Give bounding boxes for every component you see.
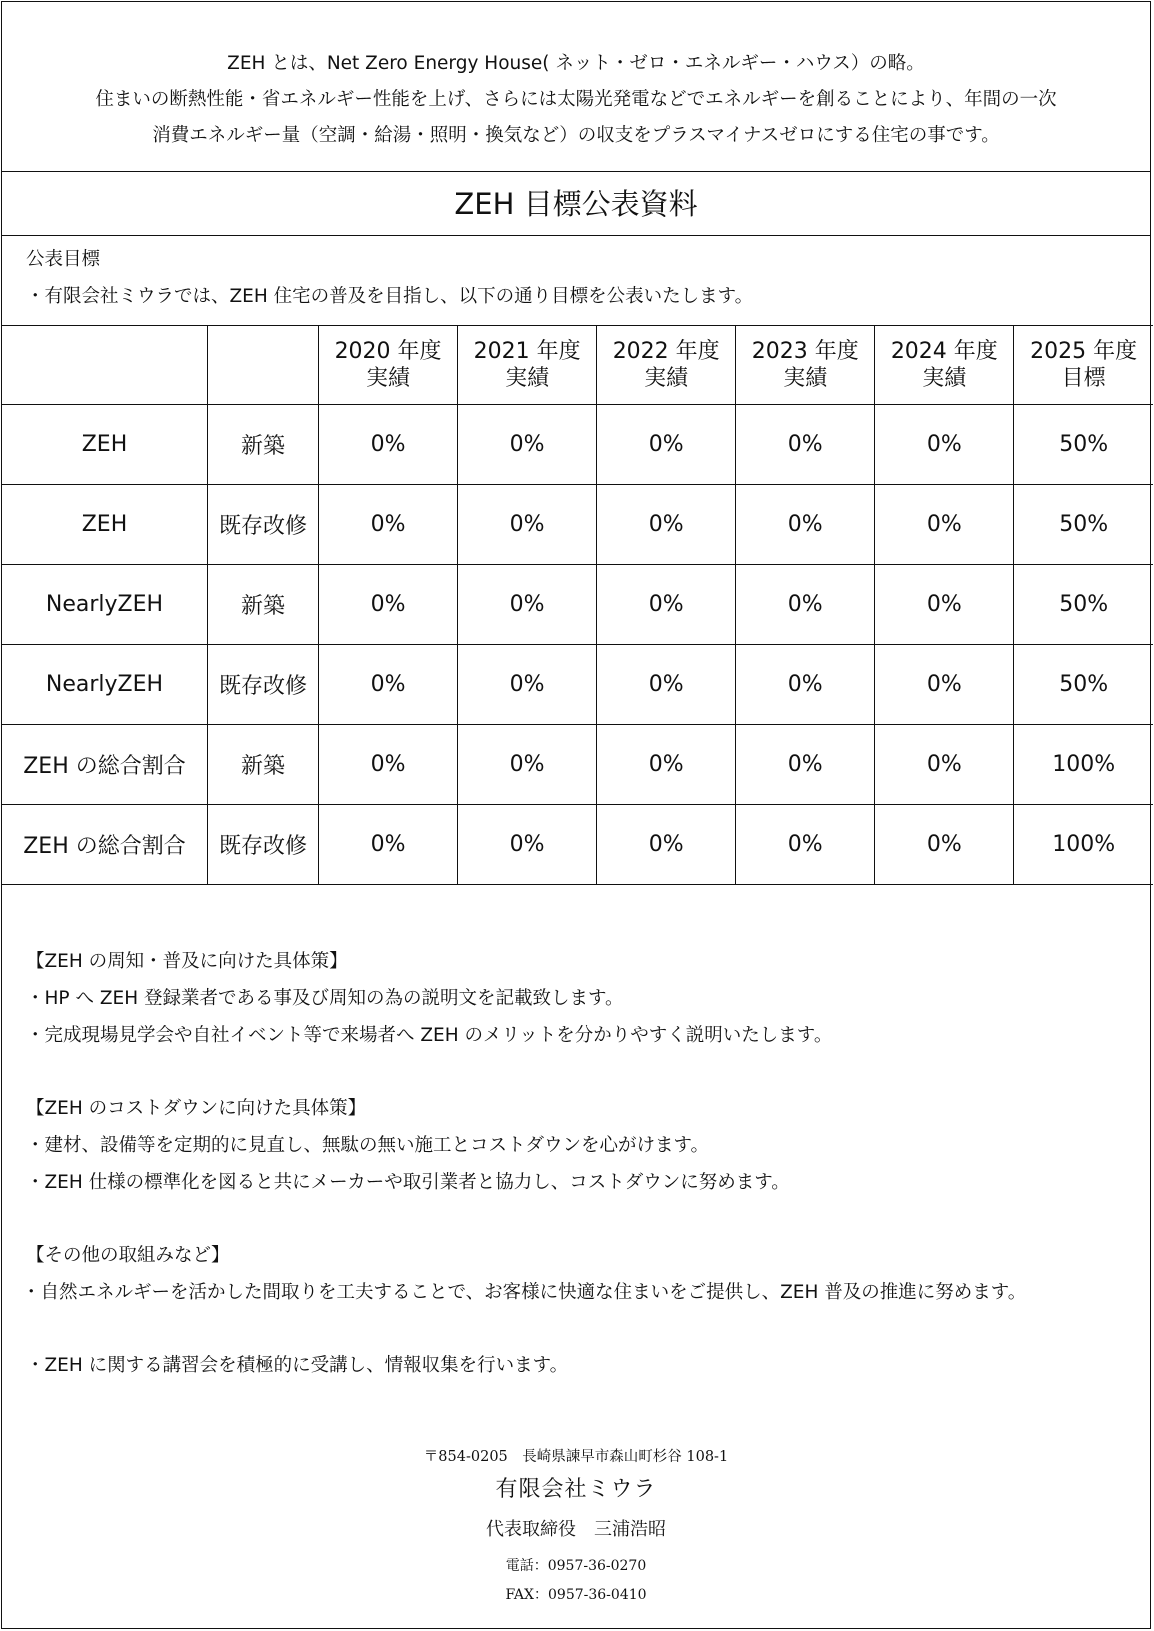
target-cell: 100% — [1014, 725, 1153, 805]
header-year: 2021 年度 — [473, 339, 581, 364]
type-cell: 新築 — [207, 565, 318, 645]
header-year: 2025 年度 — [1030, 339, 1138, 364]
value-cell: 0% — [597, 565, 736, 645]
value-cell: 0% — [597, 405, 736, 485]
target-cell: 50% — [1014, 485, 1153, 565]
header-year: 2024 年度 — [890, 339, 998, 364]
policy-heading-other: 【その他の取組みなど】 — [26, 1245, 230, 1266]
header-cell-year — [1014, 326, 1153, 405]
zeh-target-table — [2, 325, 1153, 885]
intro-line: ZEH とは、Net Zero Energy House( ネット・ゼロ・エネルギー・ハウス）の略。 — [227, 53, 925, 74]
value-cell: 0% — [736, 725, 875, 805]
value-cell: 0% — [319, 565, 458, 645]
header-year: 2022 年度 — [612, 339, 720, 364]
policy-heading-awareness: 【ZEH の周知・普及に向けた具体策】 — [26, 951, 348, 972]
value-cell: 0% — [319, 645, 458, 725]
value-cell: 0% — [458, 725, 597, 805]
company-name: 有限会社ミウラ — [495, 1477, 657, 1502]
fax-number: FAX：0957-36-0410 — [505, 1587, 647, 1603]
value-cell: 0% — [875, 725, 1014, 805]
table-row — [2, 805, 1153, 885]
target-cell: 50% — [1014, 405, 1153, 485]
category-cell: NearlyZEH — [2, 645, 207, 725]
value-cell: 0% — [597, 485, 736, 565]
value-cell: 0% — [736, 485, 875, 565]
value-cell: 0% — [458, 405, 597, 485]
type-cell: 既存改修 — [207, 645, 318, 725]
header-kind: 目標 — [1061, 366, 1106, 391]
goal-heading: 公表目標 — [26, 249, 101, 270]
category-cell: ZEH — [2, 405, 207, 485]
header-cell-blank — [2, 326, 207, 405]
header-year: 2023 年度 — [751, 339, 859, 364]
value-cell: 0% — [458, 485, 597, 565]
company-footer — [2, 1442, 1150, 1610]
policy-section — [22, 943, 1136, 1384]
company-address: 〒854-0205 長崎県諫早市森山町杉谷 108-1 — [423, 1449, 729, 1465]
type-cell: 新築 — [207, 725, 318, 805]
value-cell: 0% — [736, 645, 875, 725]
policy-heading-cost: 【ZEH のコストダウンに向けた具体策】 — [26, 1098, 367, 1119]
document-frame — [1, 1, 1151, 1629]
category-cell: ZEH の総合割合 — [2, 725, 207, 805]
value-cell: 0% — [875, 805, 1014, 885]
header-cell-year — [319, 326, 458, 405]
category-cell: ZEH の総合割合 — [2, 805, 207, 885]
table-row — [2, 645, 1153, 725]
header-kind: 実績 — [505, 366, 550, 391]
value-cell: 0% — [319, 805, 458, 885]
representative: 代表取締役 三浦浩昭 — [486, 1519, 666, 1540]
page-title: ZEH 目標公表資料 — [2, 172, 1150, 236]
type-cell: 既存改修 — [207, 485, 318, 565]
header-year: 2020 年度 — [334, 339, 442, 364]
table-row — [2, 405, 1153, 485]
type-cell: 既存改修 — [207, 805, 318, 885]
header-cell-year — [736, 326, 875, 405]
value-cell: 0% — [319, 725, 458, 805]
value-cell: 0% — [875, 485, 1014, 565]
type-cell: 新築 — [207, 405, 318, 485]
header-cell-blank — [207, 326, 318, 405]
phone-number: 電話：0957-36-0270 — [505, 1558, 647, 1574]
value-cell: 0% — [597, 645, 736, 725]
value-cell: 0% — [319, 485, 458, 565]
policy-item: ・自然エネルギーを活かした間取りを工夫することで、お客様に快適な住まいをご提供し、ZEH 普及の推進に努めます。 — [22, 1282, 1027, 1303]
header-kind: 実績 — [783, 366, 828, 391]
header-kind: 実績 — [644, 366, 689, 391]
policy-item: ・ZEH 仕様の標準化を図ると共にメーカーや取引業者と協力し、コストダウンに努めます。 — [26, 1172, 790, 1193]
target-cell: 50% — [1014, 565, 1153, 645]
value-cell: 0% — [458, 805, 597, 885]
table-header-row — [2, 326, 1153, 405]
policy-item: ・建材、設備等を定期的に見直し、無駄の無い施工とコストダウンを心がけます。 — [26, 1135, 710, 1156]
category-cell: NearlyZEH — [2, 565, 207, 645]
value-cell: 0% — [597, 805, 736, 885]
header-cell-year — [875, 326, 1014, 405]
table-row — [2, 565, 1153, 645]
table-row — [2, 725, 1153, 805]
policy-item: ・ZEH に関する講習会を積極的に受講し、情報収集を行います。 — [26, 1355, 569, 1376]
value-cell: 0% — [736, 405, 875, 485]
value-cell: 0% — [875, 405, 1014, 485]
category-cell: ZEH — [2, 485, 207, 565]
value-cell: 0% — [458, 645, 597, 725]
intro-section — [2, 2, 1150, 172]
value-cell: 0% — [875, 565, 1014, 645]
target-cell: 100% — [1014, 805, 1153, 885]
target-cell: 50% — [1014, 645, 1153, 725]
value-cell: 0% — [736, 805, 875, 885]
goal-statement: ・有限会社ミウラでは、ZEH 住宅の普及を目指し、以下の通り目標を公表いたします。 — [26, 286, 754, 307]
table-row — [2, 485, 1153, 565]
header-cell-year — [458, 326, 597, 405]
header-kind: 実績 — [366, 366, 411, 391]
value-cell: 0% — [597, 725, 736, 805]
value-cell: 0% — [458, 565, 597, 645]
policy-item: ・完成現場見学会や自社イベント等で来場者へ ZEH のメリットを分かりやすく説明いたします。 — [26, 1025, 833, 1046]
intro-line: 住まいの断熱性能・省エネルギー性能を上げ、さらには太陽光発電などでエネルギーを創ることにより、年間の一次 — [95, 89, 1057, 110]
header-kind: 実績 — [922, 366, 967, 391]
header-cell-year — [597, 326, 736, 405]
value-cell: 0% — [736, 565, 875, 645]
policy-item: ・HP へ ZEH 登録業者である事及び周知の為の説明文を記載致します。 — [26, 988, 624, 1009]
value-cell: 0% — [875, 645, 1014, 725]
intro-line: 消費エネルギー量（空調・給湯・照明・換気など）の収支をプラスマイナスゼロにする住宅の事です。 — [152, 125, 1000, 146]
value-cell: 0% — [319, 405, 458, 485]
